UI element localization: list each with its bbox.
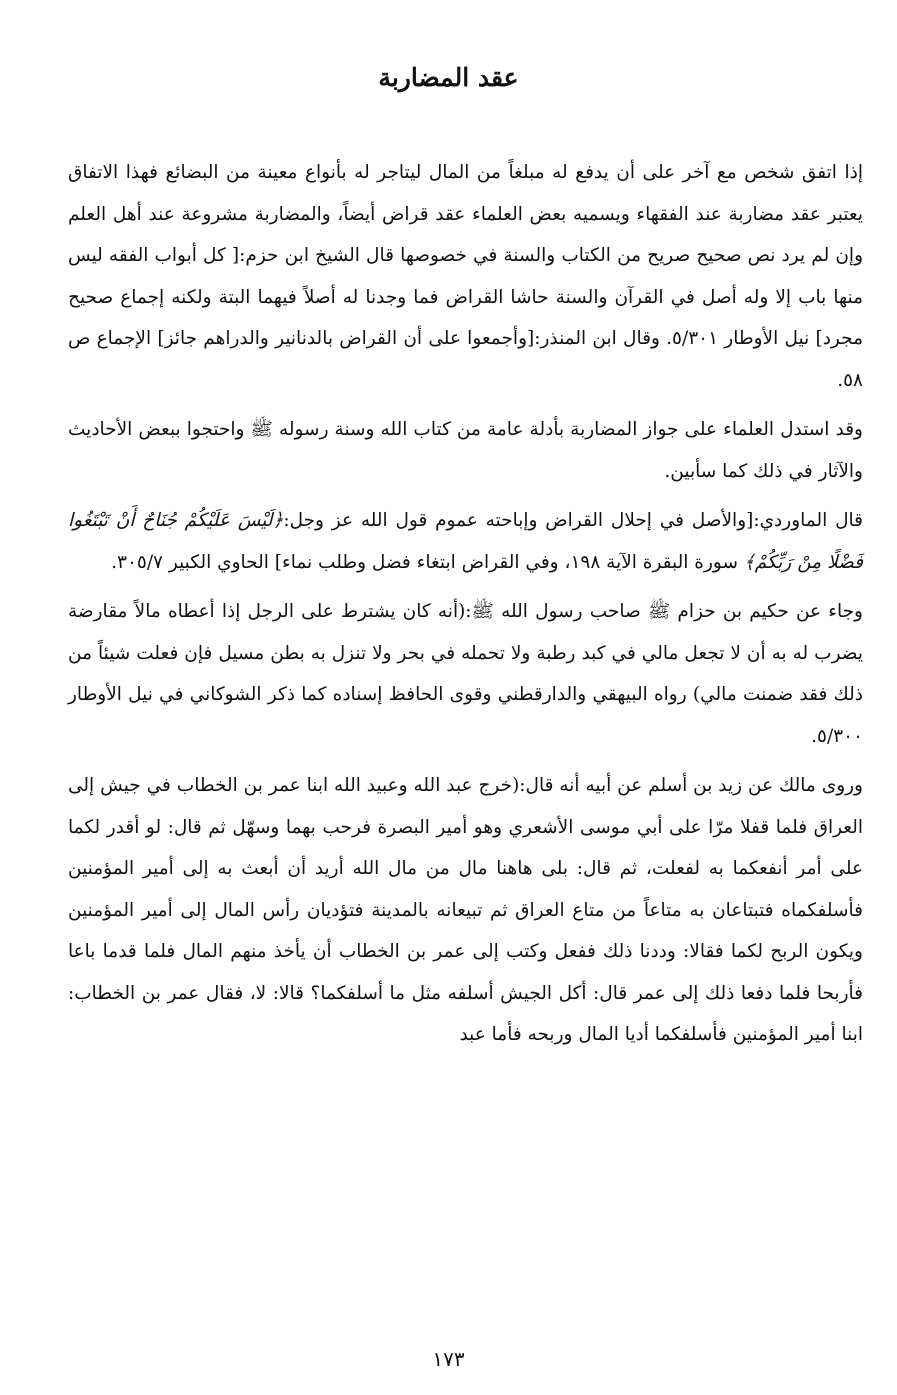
paragraph-evidence: وقد استدل العلماء على جواز المضاربة بأدلة عامة من كتاب الله وسنة رسوله ﷺ واحتجوا ببعض الأحاديث والآثار في ذلك كما سأبين. (68, 419, 863, 482)
paragraph-malik: وروى مالك عن زيد بن أسلم عن أبيه أنه قال:(خرج عبد الله وعبيد الله ابنا عمر بن الخطاب في جيش إلى العراق فلما قفلا مرّا على أبي موسى الأشعري وهو أمير البصرة فرحب بهما وسهّل ثم قال: لو أقدر لكما على أمر أنفعكما به لفعلت، ثم قال: بلى هاهنا مال من مال الله أريد أن أبعث به إلى أمير المؤمنين فأسلفكماه فتبتاعان به متاعاً من متاع العراق ثم تبيعانه بالمدينة فتؤديان رأس المال إلى أمير المؤمنين ويكون الربح لكما فقالا: وددنا ذلك ففعل وكتب إلى عمر بن الخطاب أن يأخذ منهم المال فلما قدما باعا فأربحا فلما دفعا ذلك إلى عمر قال: أكل الجيش أسلفه مثل ما أسلفكما؟ قالا: لا، فقال عمر بن الخطاب: ابنا أمير المؤمنين فأسلفكما أديا المال وربحه فأما عبد (68, 775, 863, 1045)
mawardi-intro: قال الماوردي:[والأصل في إحلال القراض وإباحته عموم قول الله عز وجل: (283, 510, 863, 531)
paragraph-definition: إذا اتفق شخص مع آخر على أن يدفع له مبلغاً من المال ليتاجر له بأنواع معينة من البضائع فهذا الاتفاق يعتبر عقد مضاربة عند الفقهاء ويسميه بعض العلماء عقد قراض أيضاً، والمضاربة مشروعة عند أهل العلم وإن لم يرد نص صحيح صريح من الكتاب والسنة في خصوصها قال الشيخ ابن حزم:[ كل أبواب الفقه ليس منها باب إلا وله أصل في القرآن والسنة حاشا القراض فما وجدنا له أصلاً فيهما البتة ولكنه إجماع صحيح مجرد] نيل الأوطار ٥/٣٠١. وقال ابن المنذر:[وأجمعوا على أن القراض بالدنانير والدراهم جائز] الإجماع ص ٥٨. (68, 162, 863, 391)
page-title: عقد المضاربة (378, 63, 519, 92)
page-number: ١٧٣ (432, 1347, 465, 1371)
mawardi-rest: سورة البقرة الآية ١٩٨، وفي القراض ابتغاء فضل وطلب نماء] الحاوي الكبير ٣٠٥/٧. (111, 551, 744, 573)
paragraph-hakim: وجاء عن حكيم بن حزام ﷺ صاحب رسول الله ﷺ:(أنه كان يشترط على الرجل إذا أعطاه مالاً مقارضة يضرب له به أن لا تجعل مالي في كبد رطبة ولا تحمله في بحر ولا تنزل به بطن مسيل فإن فعلت شيئاً من ذلك فقد ضمنت مالي) رواه البيهقي والدارقطني وقوى الحافظ إسناده كما ذكر الشوكاني في نيل الأوطار ٥/٣٠٠. (68, 601, 863, 747)
document-body (68, 152, 863, 1064)
quran-verse: ﴿لَيْسَ عَلَيْكُمْ جُنَاحٌ أَنْ تَبْتَغُوا فَضْلًا مِنْ رَبِّكُمْ﴾ (68, 510, 863, 573)
paragraph-mawardi (68, 500, 863, 583)
